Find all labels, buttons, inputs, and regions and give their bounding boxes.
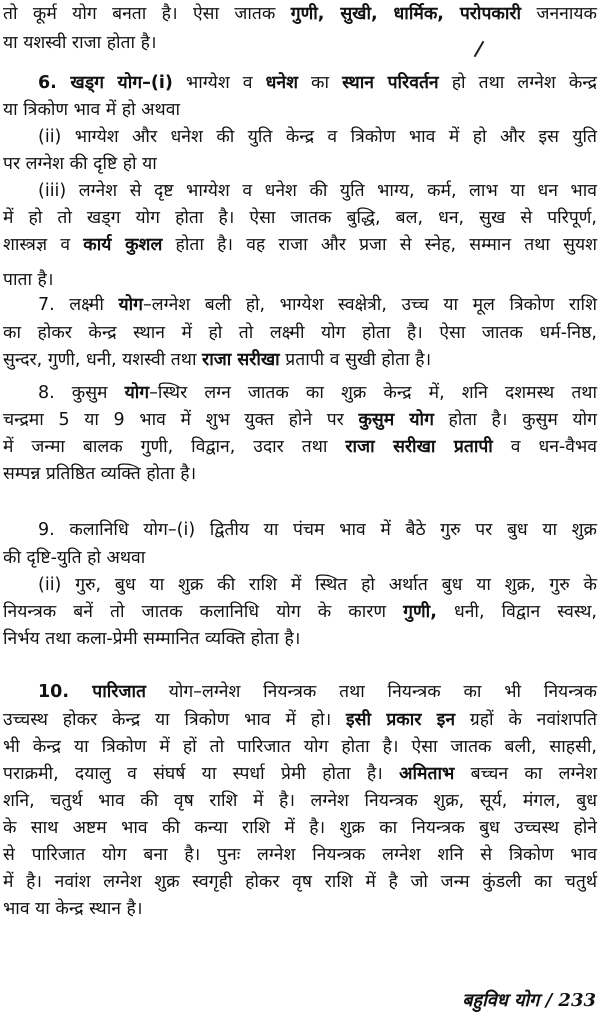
bold-text: 6. खड्ग योग–(i): [38, 73, 173, 93]
text-line: [3, 789, 597, 813]
text-line: [3, 206, 597, 230]
text: उच्चस्थ होकर केन्द्र या त्रिकोण भाव में हो।: [3, 710, 347, 730]
text: ग्रहों के नवांशपति: [455, 710, 597, 730]
text: चन्द्रमा 5 या 9 भाव में शुभ युक्त होने पर: [3, 410, 359, 430]
text: व धन-वैभव: [492, 437, 597, 457]
bold-text: स्थान परिवर्तन: [342, 73, 439, 93]
text: धनी, विद्वान स्वस्थ,: [436, 602, 598, 622]
text: होता है। वह राजा और प्रजा से स्नेह, सम्मान तथा सुयश: [162, 235, 597, 255]
text-line: [3, 348, 597, 372]
text: (iii) लग्नेश से दृष्ट भाग्येश व धनेश की युति भाग्य, कर्म, लाभ या धन भाव: [38, 181, 597, 201]
text: होता है। कुसुम योग: [433, 410, 597, 430]
bold-text: राजा सरीखा प्रतापी: [345, 437, 493, 457]
text-line: [3, 708, 597, 732]
text-line: [3, 735, 597, 759]
text: का: [297, 73, 343, 93]
bold-text: गुणी, सुखी, धार्मिक, परोपकारी: [290, 4, 522, 24]
bold-text: धनेश: [265, 73, 298, 93]
text: नियन्त्रक बनें तो जातक कलानिधि योग के कारण: [3, 602, 404, 622]
text: बच्चन का लग्नेश: [454, 764, 597, 784]
text-line: [3, 408, 597, 432]
text-line: [38, 680, 597, 704]
text-line: [3, 600, 597, 624]
text-line: [3, 627, 597, 651]
text: योग–लग्नेश नियन्त्रक तथा नियन्त्रक का भी नियन्त्रक: [145, 682, 597, 702]
text: शास्त्रज्ञ व: [3, 235, 84, 255]
text-line: [38, 71, 597, 95]
text: में हो तो खड्ग योग होता है। ऐसा जातक बुद्धि, बल, धन, सुख से परिपूर्ण,: [3, 208, 597, 228]
text: जननायक: [521, 4, 597, 24]
text: –स्थिर लग्न जातक का शुक्र केन्द्र में, शनि दशमस्थ तथा: [149, 383, 598, 403]
bold-text: कुसुम योग: [358, 410, 434, 430]
text: हो तथा लग्नेश केन्द्र: [438, 73, 597, 93]
bold-text: अमिताभ: [399, 764, 455, 784]
text-line: [38, 381, 597, 405]
text: की दृष्टि-युति हो अथवा: [3, 548, 146, 568]
text: 9. कलानिधि योग–(i) द्वितीय या पंचम भाव में बैठे गुरु पर बुध या शुक्र: [38, 520, 597, 540]
text: या त्रिकोण भाव में हो अथवा: [3, 100, 180, 120]
text-line: [3, 268, 597, 292]
text-line: [3, 897, 597, 921]
text: निर्भय तथा कला-प्रेमी सम्मानित व्यक्ति होता है।: [3, 629, 301, 649]
text-line: [3, 321, 597, 345]
page-footer: बहुविध योग / 233: [462, 990, 596, 1011]
text: पराक्रमी, दयालु व संघर्ष या स्पर्धा प्रेमी होता है।: [3, 764, 400, 784]
text-line: [3, 870, 597, 894]
text: या यशस्वी राजा होता है।: [3, 33, 157, 53]
text-line: [38, 518, 597, 542]
bold-text: योग: [124, 383, 150, 403]
text: पाता है।: [3, 270, 54, 290]
bold-text: राजा सरीखा: [202, 350, 280, 370]
text-line: [3, 762, 597, 786]
bold-text: कार्य कुशल: [83, 235, 163, 255]
text: में है। नवांश लग्नेश शुक्र स्वगृही होकर वृष राशि में है जो जन्म कुंडली का चतुर्थ: [3, 872, 597, 892]
text-line: [3, 31, 597, 55]
text: भाव या केन्द्र स्थान है।: [3, 899, 143, 919]
text: में जन्मा बालक गुणी, विद्वान, उदार तथा: [3, 437, 346, 457]
text-line: [3, 546, 597, 570]
text-line: [3, 233, 597, 257]
bold-text: इसी प्रकार इन: [346, 710, 456, 730]
text: से पारिजात योग बना है। पुनः लग्नेश नियन्त्रक लग्नेश शनि से त्रिकोण भाव: [3, 845, 597, 865]
text: के साथ अष्टम भाव की कन्या राशि में है। शुक्र का नियन्त्रक बुध उच्चस्थ होने: [3, 818, 597, 838]
text-line: [3, 462, 597, 486]
text-line: [3, 816, 597, 840]
text: 8. कुसुम: [38, 383, 125, 403]
text: भाग्येश व: [172, 73, 266, 93]
text: भी केन्द्र या त्रिकोण में हों तो पारिजात योग होता है। ऐसा जातक बली, साहसी,: [3, 737, 597, 757]
text-line: [3, 435, 597, 459]
text: 7. लक्ष्मी: [38, 295, 119, 315]
text-line: [38, 125, 597, 149]
text: सम्पन्न प्रतिष्ठित व्यक्ति होता है।: [3, 464, 197, 484]
text-line: [38, 573, 597, 597]
text: –लग्नेश बली हो, भाग्येश स्वक्षेत्री, उच्च या मूल त्रिकोण राशि: [143, 295, 597, 315]
text: शनि, चतुर्थ भाव की वृष राशि में है। लग्नेश नियन्त्रक शुक्र, सूर्य, मंगल, बुध: [3, 791, 597, 811]
text-line: [3, 843, 597, 867]
text-line: [3, 98, 597, 122]
bold-text: 10. पारिजात: [38, 682, 146, 702]
text-line: [38, 179, 597, 203]
text: तो कूर्म योग बनता है। ऐसा जातक: [3, 4, 291, 24]
text: (ii) गुरु, बुध या शुक्र की राशि में स्थित हो अर्थात बुध या शुक्र, गुरु के: [38, 575, 597, 595]
text: (ii) भाग्येश और धनेश की युति केन्द्र व त्रिकोण भाव में हो और इस युति: [38, 127, 597, 147]
text-line: [38, 293, 597, 317]
text: सुन्दर, गुणी, धनी, यशस्वी तथा: [3, 350, 203, 370]
text: का होकर केन्द्र स्थान में हो तो लक्ष्मी योग होता है। ऐसा जातक धर्म-निष्ठ,: [3, 323, 597, 343]
text-line: [3, 152, 597, 176]
bold-text: गुणी,: [403, 602, 437, 622]
text: प्रतापी व सुखी होता है।: [279, 350, 432, 370]
text-line: [3, 2, 597, 26]
text: पर लग्नेश की दृष्टि हो या: [3, 154, 157, 174]
bold-text: योग: [118, 295, 144, 315]
